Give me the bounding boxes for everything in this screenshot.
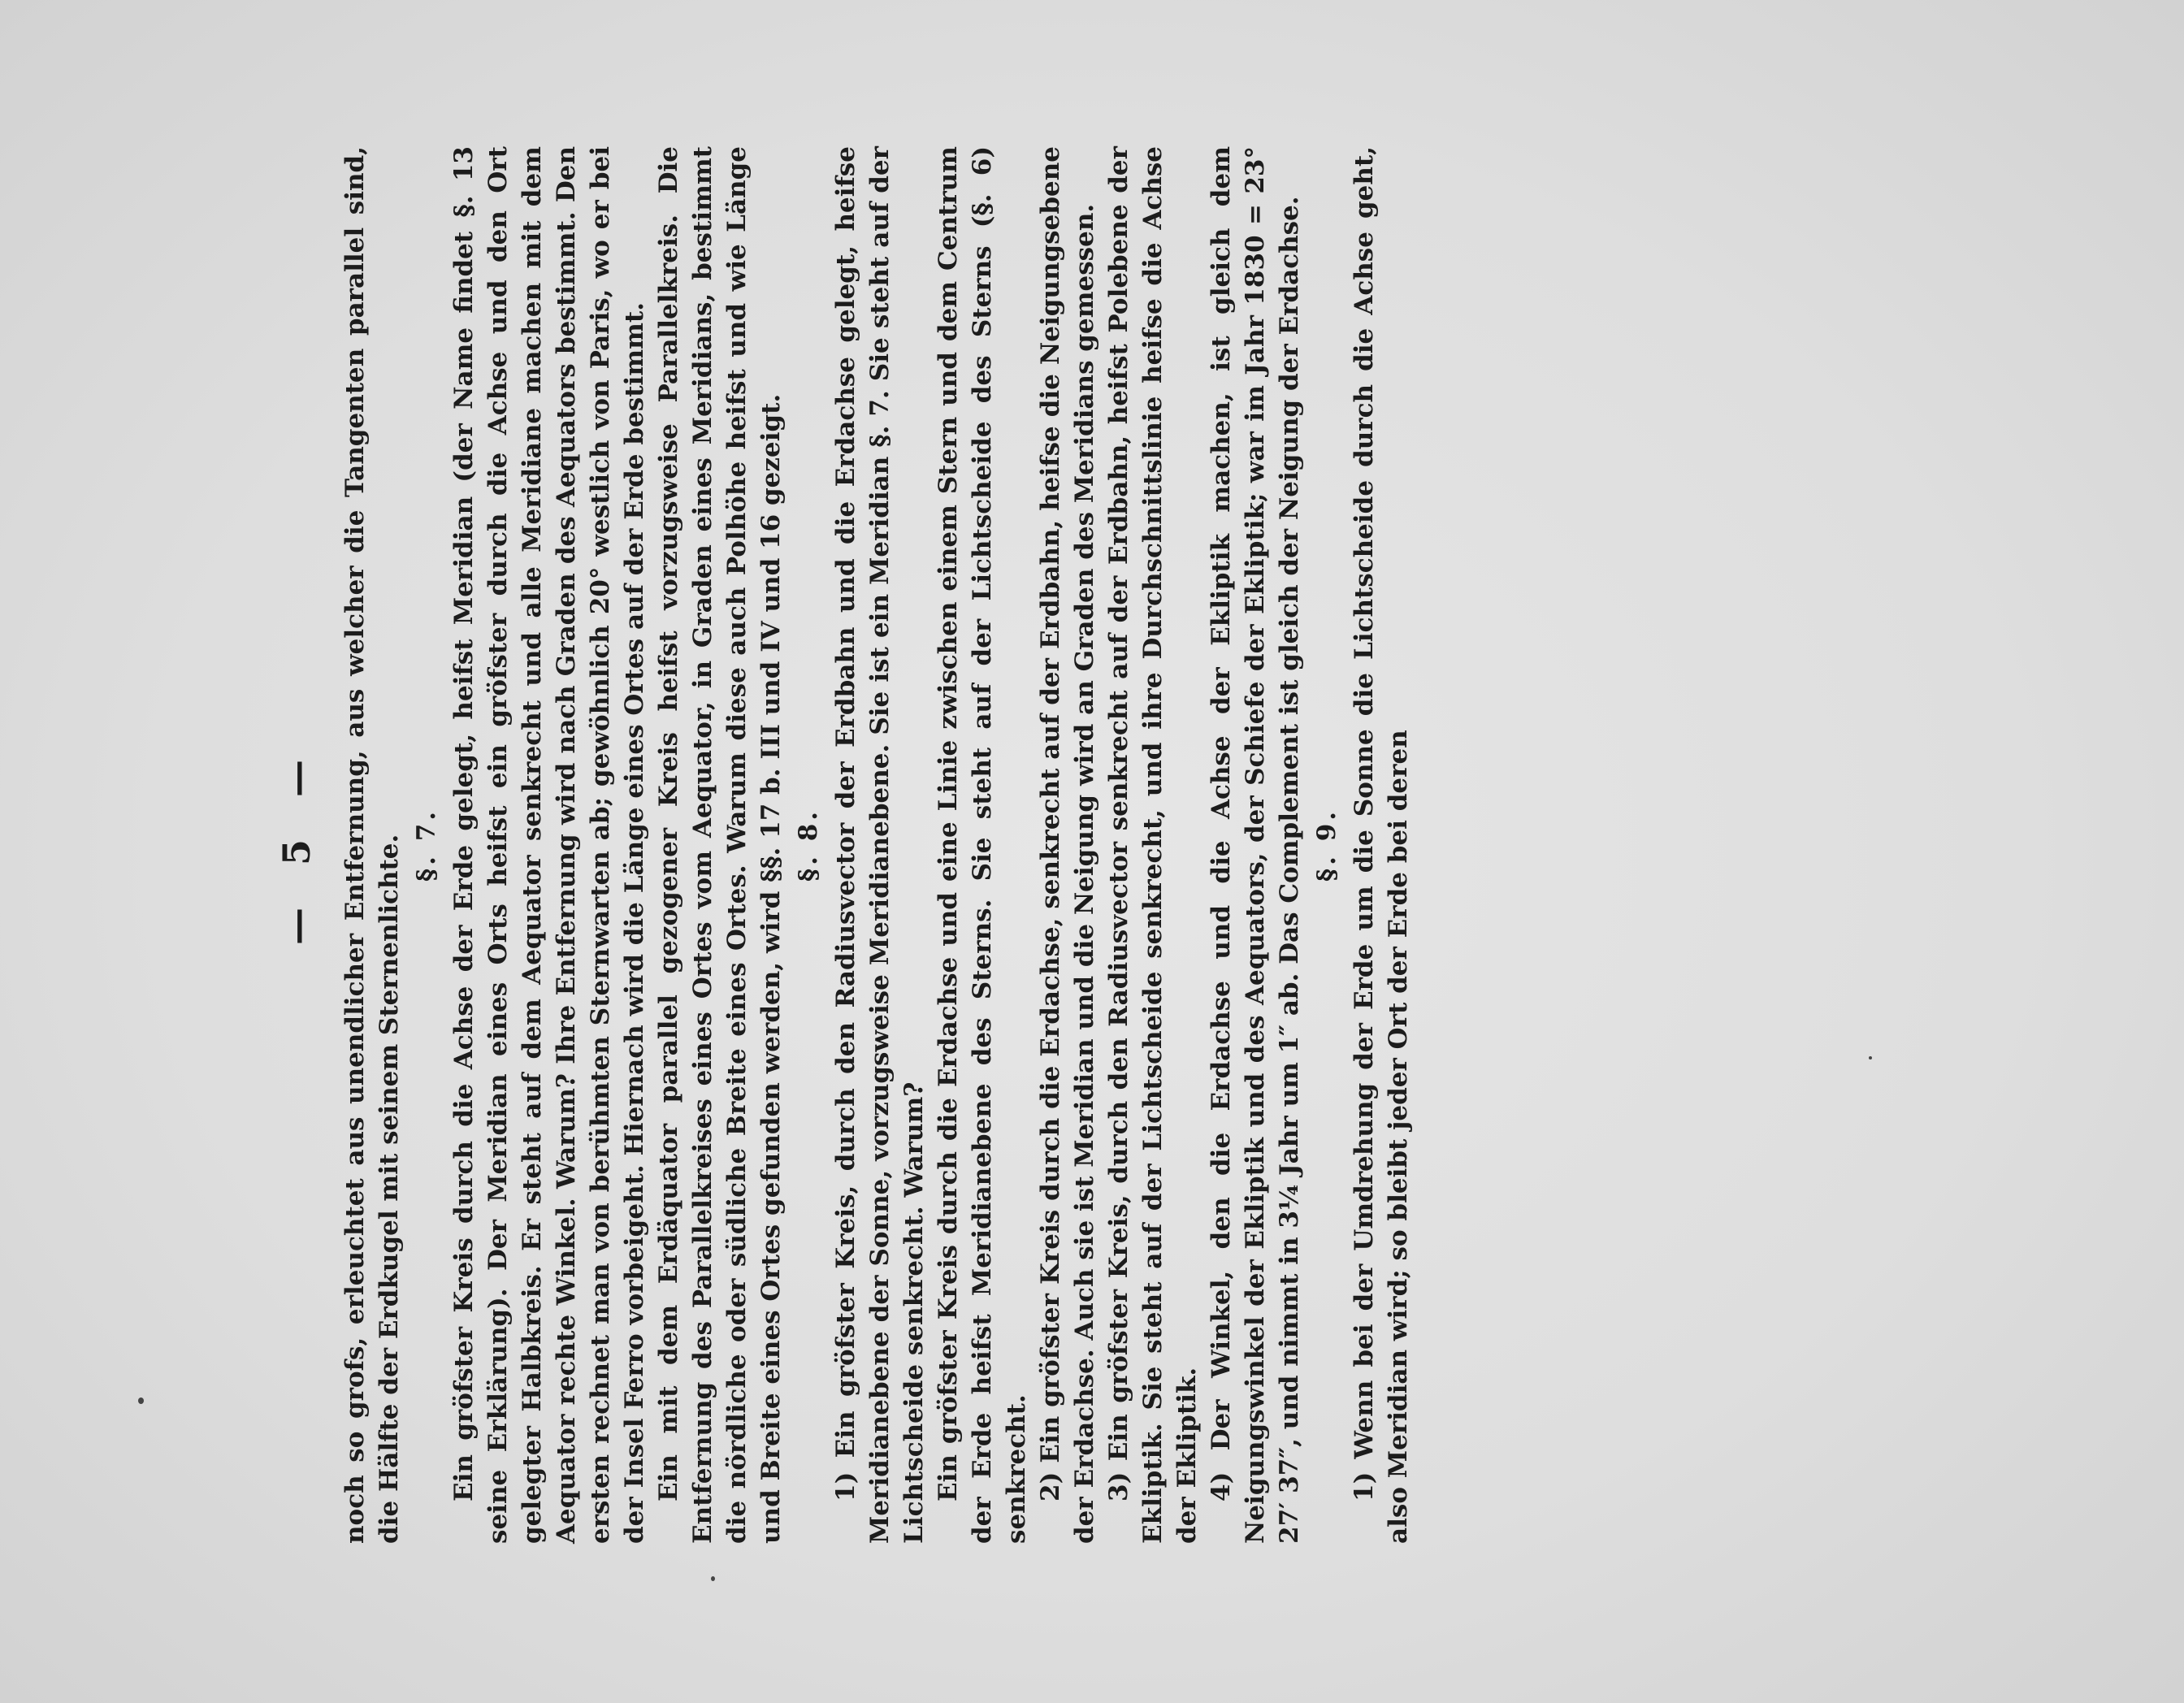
paragraph: 3) Ein gröfster Kreis, durch den Radiusvector senkrecht auf der Erdbahn, heifst Polebene der Ekliptik. Sie steht auf der Lichtscheide senkrecht, und ihre Durchschnittslinie heifse die Achse der Ekliptik. [1104, 146, 1202, 1544]
page-number: — 5 — [275, 744, 318, 946]
paragraph: 4) Der Winkel, den die Erdachse und die Achse der Ekliptik machen, ist gleich dem Neigungswinkel der Ekliptik und des Aequators, der Schiefe der Ekliptik; war im Jahr 1830 = 23° 27′ 37″, und nimmt in 3¼ Jahr um 1″ ab. Das Complement ist gleich der Neigung der Erdachse. [1207, 146, 1304, 1544]
paragraph: 2) Ein gröfster Kreis durch die Erdachse, senkrecht auf der Erdbahn, heifse die Neigungsebene der Erdachse. Auch sie ist Meridian und die Neigung wird an Graden des Meridians gemessen. [1036, 146, 1099, 1544]
paragraph: 1) Wenn bei der Umdrehung der Erde um die Sonne die Lichtscheide durch die Achse geht, also Meridian wird; so bleibt jeder Ort der Erde bei deren [1350, 146, 1413, 1544]
paragraph: noch so grofs, erleuchtet aus unendlicher Entfernung, aus welcher die Tangenten parallel sind, die Hälfte der Erdkugel mit seinem Sternenlichte. [340, 146, 404, 1544]
paragraph: Ein gröfster Kreis durch die Erdachse und eine Linie zwischen einem Stern und dem Centrum der Erde heifst Meridianebene des Sterns. Sie steht auf der Lichtscheide des Sterns (§. 6) senkrecht. [934, 146, 1031, 1544]
section-heading: §. 7. [412, 808, 441, 882]
section-heading: §. 8. [794, 808, 823, 882]
dust-speck [138, 1398, 144, 1404]
paragraph: Ein gröfster Kreis durch die Achse der Erde gelegt, heifst Meridian (der Name findet §. 13 seine Erklärung). Der Meridian eines Orts heifst ein gröfster durch die Achse und den Ort gelegter Halbkreis. Er steht auf dem Aequator senkrecht und alle Meridiane machen mit dem Aequator rechte Winkel. Warum? Ihre Entfernung wird nach Graden des Aequators bestimmt. Den ersten rechnet man von berühmten Sternwarten ab; gewöhnlich 20° westlich von Paris, wo er bei der Insel Ferro vorbeigeht. Hiernach wird die Länge eines Ortes auf der Erde bestimmt. [449, 146, 649, 1544]
section-heading: §. 9. [1312, 808, 1341, 882]
paragraph: 1) Ein gröfster Kreis, durch den Radiusvector der Erdbahn und die Erdachse gelegt, heifse Meridianebene der Sonne, vorzugsweise Meridianebene. Sie ist ein Meridian §. 7. Sie steht auf der Lichtscheide senkrecht. Warum? [831, 146, 929, 1544]
paragraph: Ein mit dem Erdäquator parallel gezogener Kreis heifst vorzugsweise Parallelkreis. Die Entfernung des Parallelkreises eines Ortes vom Aequator, in Graden eines Meridians, bestimmt die nördliche oder südliche Breite eines Ortes. Warum diese auch Polhöhe heifst und wie Länge und Breite eines Ortes gefunden werden, wird §§. 17 b. III und IV und 16 gezeigt. [654, 146, 786, 1544]
document-page [275, 146, 1904, 1544]
dust-speck [711, 1576, 715, 1581]
page-body [338, 146, 1415, 1544]
